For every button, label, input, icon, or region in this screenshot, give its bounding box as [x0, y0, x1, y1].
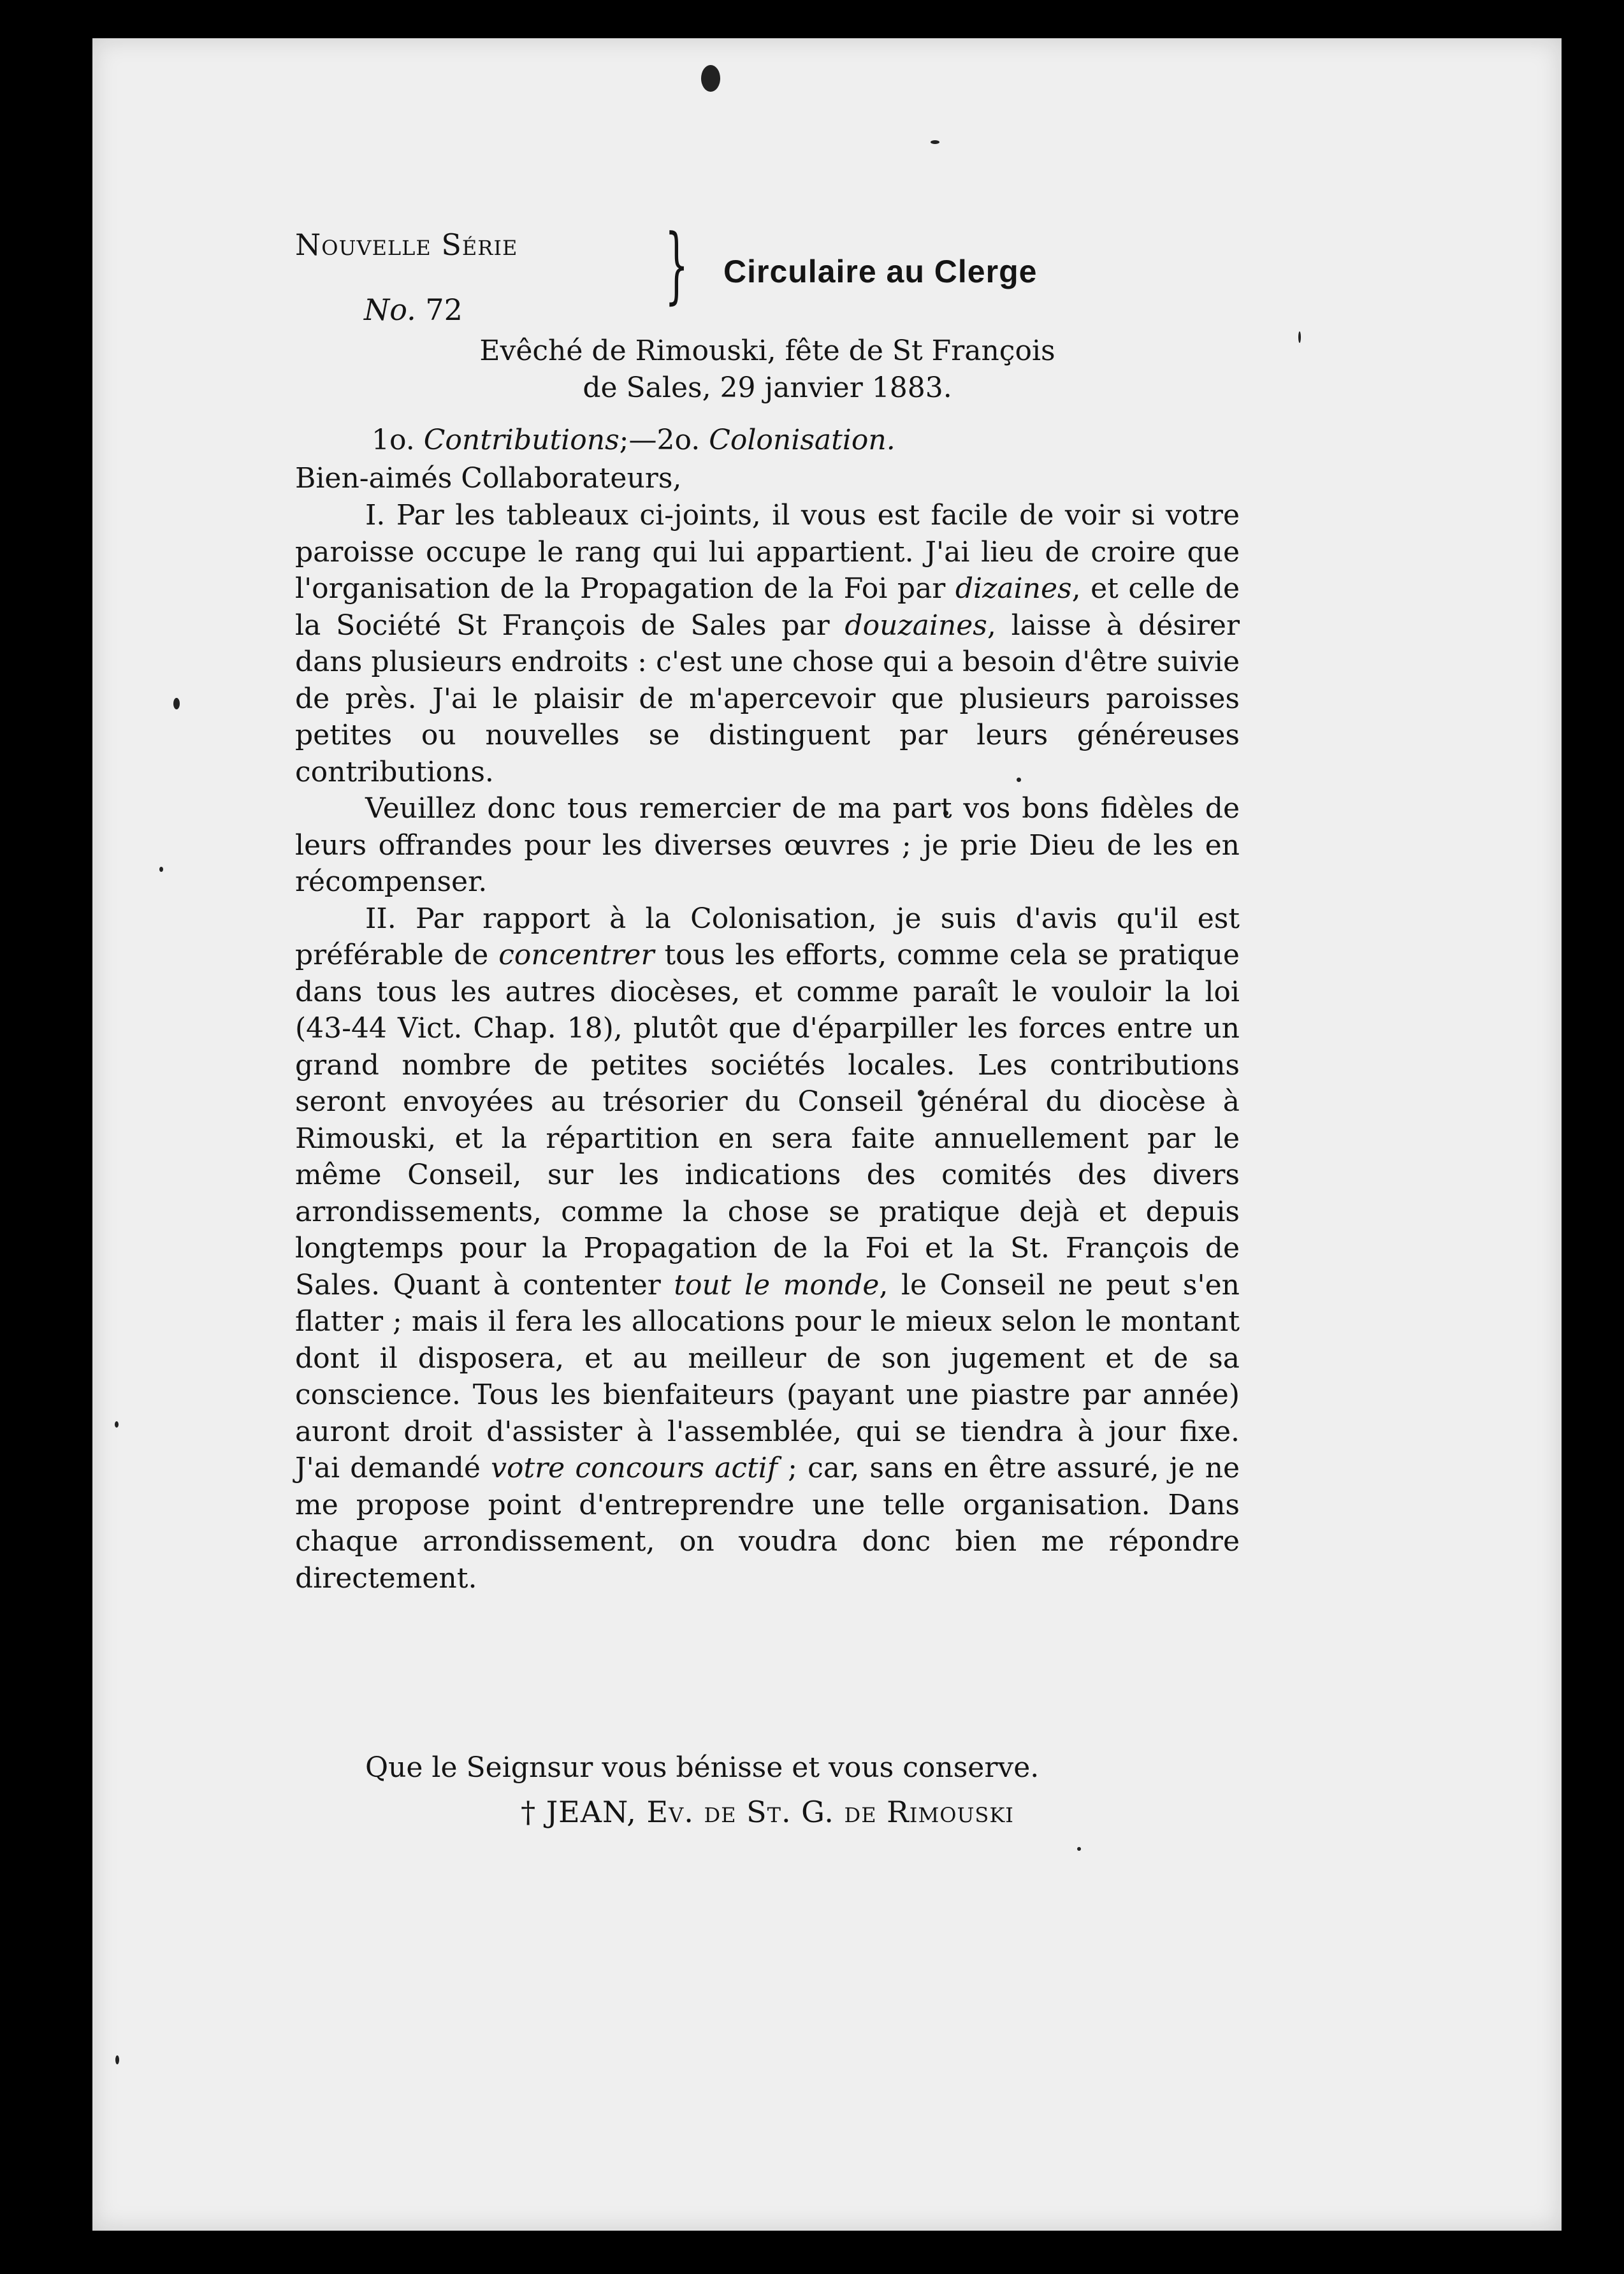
ink-speck [1298, 331, 1301, 343]
circular-number [364, 292, 463, 329]
ink-speck [173, 698, 180, 709]
ink-speck [1077, 1847, 1081, 1851]
para3-text-b: tous les efforts, comme cela se pratique dans tous les autres diocèses, et comme paraît le vouloir la loi (43-44 Vict. Chap. 18), plutôt que d'éparpiller les forces entre un grand nombre de petites sociétés locales. Les contributions seront envoyées au trésorier du Conseil général du diocèse à Rimouski, et la répartition en sera faite annuellement par le même Conseil, sur les indications des comités des divers arrondissements, comme la chose se pratique dejà et depuis longtemps pour la Propagation de la Foi et la St. François de Sales. Quant à contenter [295, 939, 1240, 1301]
para3-emphasis-tout-le-monde: tout le monde [674, 1268, 880, 1301]
paragraph-1 [295, 497, 1240, 790]
ink-speck [115, 2055, 119, 2064]
place-date [295, 333, 1240, 407]
para1-text-c: , laisse à désirer dans plusieurs endroits : c'est une chose qui a besoin d'être suivie de près. J'ai le plaisir de m'apercevoir que plusieurs paroisses petites ou nouvelles se distinguent par leurs généreuses contributions. [295, 609, 1240, 788]
place-date-line1: Evêché de Rimouski, fête de St François [479, 335, 1055, 367]
para3-text-a: II. Par rapport à la Colonisation, je suis d'avis qu'il est préférable de [295, 902, 1240, 971]
para3-emphasis-concentrer: concentrer [498, 939, 655, 971]
para1-emphasis-dizaines: dizaines [955, 572, 1072, 605]
para3-emphasis-concours: votre concours actif [491, 1452, 778, 1484]
paragraph-2: Veuillez donc tous remercier de ma part vos bons fidèles de leurs offrandes pour les diverses œuvres ; je prie Dieu de les en récompenser. [295, 792, 1240, 898]
signature [295, 1794, 1240, 1831]
para3-text-d: ; car, sans en être assuré, je ne me propose point d'entreprendre une telle organisation. Dans chaque arrondissement, on voudra donc bien me répondre directement. [295, 1452, 1240, 1595]
paragraph-3 [295, 901, 1240, 1597]
letter-body [295, 497, 1240, 1597]
salutation: Bien-aimés Collaborateurs, [295, 462, 682, 495]
ink-speck [159, 867, 163, 872]
document-page [92, 38, 1562, 2231]
ink-speck [931, 140, 939, 144]
para1-emphasis-douzaines: douzaines [845, 609, 987, 642]
topic-contributions: Contributions [423, 424, 620, 456]
brace-glyph: } [665, 216, 689, 313]
topic-colonisation: Colonisation. [709, 424, 895, 456]
signature-title: Ev. de St. G. de Rimouski [646, 1795, 1014, 1829]
ink-speck [701, 65, 720, 92]
number-label: No. [364, 293, 416, 327]
closing-line: Que le Seignsur vous bénisse et vous conserve. [365, 1751, 1040, 1784]
place-date-line2: de Sales, 29 janvier 1883. [583, 372, 952, 404]
series-label: Nouvelle Série [295, 228, 518, 262]
para3-text-c: , le Conseil ne peut s'en flatter ; mais il fera les allocations pour le mieux selon le montant dont il disposera, et au meilleur de son jugement et de sa conscience. Tous les bienfaiteurs (payant une piastre par année) auront droit d'assister à l'assemblée, qui se tiendra à jour fixe. J'ai demandé [295, 1268, 1240, 1484]
topic-number-1: 1o. [372, 424, 415, 456]
ink-speck [115, 1421, 119, 1428]
topic-separator: ;—2o. [619, 424, 700, 456]
signature-name: † JEAN, [521, 1795, 637, 1829]
circular-title: Circulaire au Clerge [723, 254, 1038, 289]
para1-text-a: I. Par les tableaux ci-joints, il vous est facile de voir si votre paroisse occupe le rang qui lui appartient. J'ai lieu de croire que l'organisation de la Propagation de la Foi par [295, 499, 1240, 605]
number-value: 72 [425, 293, 463, 327]
para1-text-b: , et celle de la Société St François de Sales par [295, 572, 1240, 642]
topics-line [372, 422, 895, 459]
